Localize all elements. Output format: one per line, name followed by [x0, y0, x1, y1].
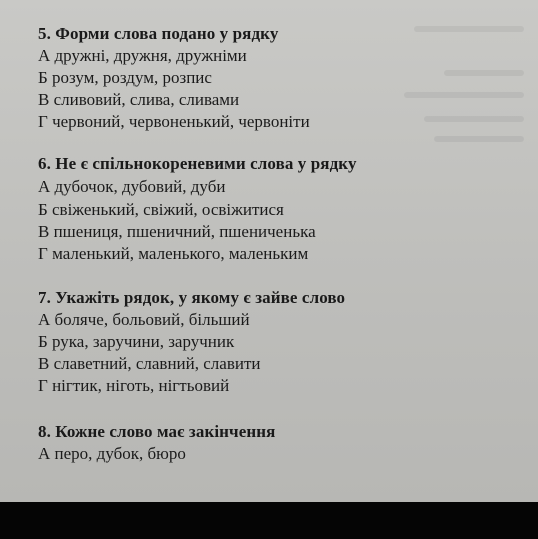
bleed-through-text [414, 26, 524, 32]
question-6-title: 6. Не є спільнокореневими слова у рядку [38, 154, 357, 173]
question-7-option-b: Б рука, заручини, заручник [38, 332, 235, 351]
bleed-through-text [434, 136, 524, 142]
question-7-option-d: Г нігтик, ніготь, нігтьовий [38, 376, 230, 395]
question-5-option-c: В сливовий, слива, сливами [38, 90, 240, 109]
question-6-option-c: В пшениця, пшеничний, пшениченька [38, 222, 316, 241]
bleed-through-text [424, 116, 524, 122]
question-5-option-b: Б розум, роздум, розпис [38, 68, 212, 87]
question-7-title: 7. Укажіть рядок, у якому є зайве слово [38, 288, 346, 307]
question-6-option-d: Г маленький, маленького, маленьким [38, 244, 309, 263]
question-6-option-b: Б свіженький, свіжий, освіжитися [38, 200, 284, 219]
question-8-option-a: А перо, дубок, бюро [38, 444, 186, 463]
bleed-through-text [444, 70, 524, 76]
question-8-title: 8. Кожне слово має закінчення [38, 422, 276, 441]
question-5-option-a: А дружні, дружня, дружніми [38, 46, 247, 65]
question-5-title: 5. Форми слова подано у рядку [38, 24, 279, 43]
question-7-option-c: В славетний, славний, славити [38, 354, 261, 373]
bleed-through-text [404, 92, 524, 98]
dark-background-edge [0, 502, 538, 539]
question-7-option-a: А боляче, больовий, більший [38, 310, 250, 329]
question-6-option-a: А дубочок, дубовий, дуби [38, 177, 226, 196]
question-5-option-d: Г червоний, червоненький, червоніти [38, 112, 310, 131]
